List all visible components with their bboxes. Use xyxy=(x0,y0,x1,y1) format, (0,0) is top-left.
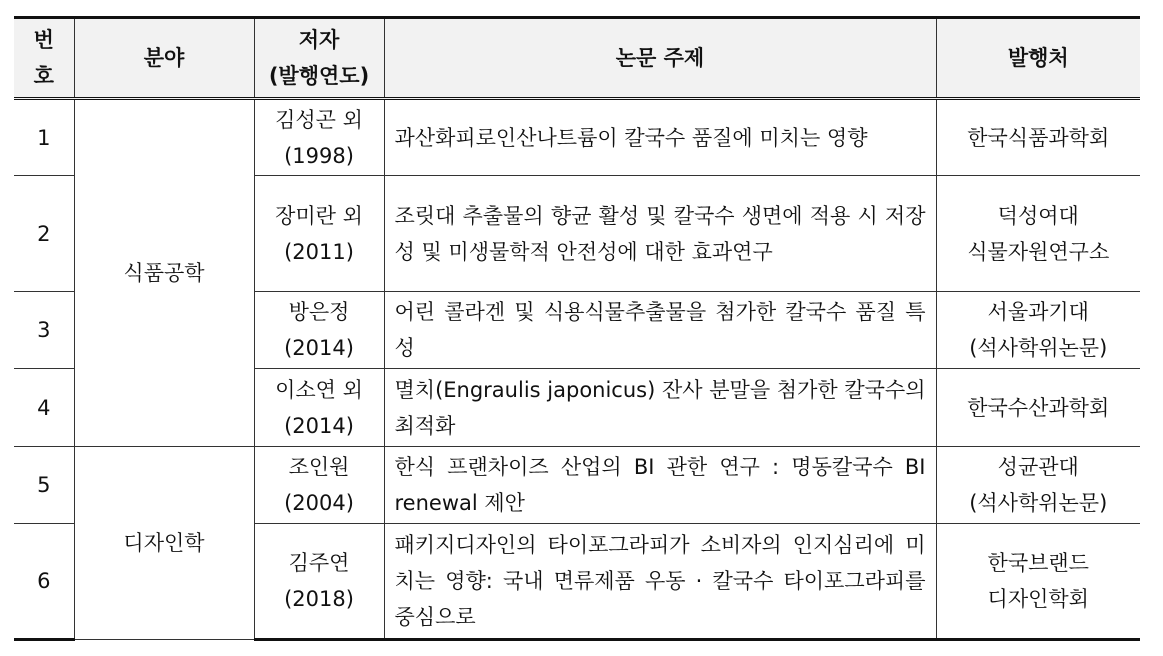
row-publisher: 한국수산과학회 xyxy=(936,369,1140,447)
header-topic: 논문 주제 xyxy=(384,18,936,99)
header-author: 저자 (발행연도) xyxy=(254,18,384,99)
row-author: 방은정 (2014) xyxy=(254,292,384,369)
row-publisher: 한국브랜드 디자인학회 xyxy=(936,524,1140,640)
row-topic: 멸치(Engraulis japonicus) 잔사 분말을 첨가한 칼국수의 최적화 xyxy=(384,369,936,447)
field-food-engineering: 식품공학 xyxy=(74,99,254,447)
row-publisher: 서울과기대 (석사학위논문) xyxy=(936,292,1140,369)
row-topic: 어린 콜라겐 및 식용식물추출물을 첨가한 칼국수 품질 특성 xyxy=(384,292,936,369)
row-author: 조인원 (2004) xyxy=(254,447,384,524)
row-topic: 패키지디자인의 타이포그라피가 소비자의 인지심리에 미치는 영향: 국내 면류제품 우동 · 칼국수 타이포그라피를 중심으로 xyxy=(384,524,936,640)
header-field: 분야 xyxy=(74,18,254,99)
header-publisher: 발행처 xyxy=(936,18,1140,99)
row-number: 1 xyxy=(14,99,74,176)
row-number: 6 xyxy=(14,524,74,640)
row-topic: 조릿대 추출물의 향균 활성 및 칼국수 생면에 적용 시 저장성 및 미생물학적 안전성에 대한 효과연구 xyxy=(384,176,936,292)
row-number: 4 xyxy=(14,369,74,447)
field-design: 디자인학 xyxy=(74,447,254,640)
row-number: 2 xyxy=(14,176,74,292)
header-number: 번 호 xyxy=(14,18,74,99)
row-topic: 과산화피로인산나트륨이 칼국수 품질에 미치는 영향 xyxy=(384,99,936,176)
table-body xyxy=(14,99,1140,640)
row-number: 5 xyxy=(14,447,74,524)
row-number: 3 xyxy=(14,292,74,369)
row-author: 김성곤 외 (1998) xyxy=(254,99,384,176)
research-table xyxy=(14,16,1140,641)
row-author: 김주연 (2018) xyxy=(254,524,384,640)
row-publisher: 성균관대 (석사학위논문) xyxy=(936,447,1140,524)
row-author: 이소연 외 (2014) xyxy=(254,369,384,447)
table-header xyxy=(14,18,1140,99)
table-row xyxy=(14,99,1140,176)
row-author: 장미란 외 (2011) xyxy=(254,176,384,292)
table-row xyxy=(14,447,1140,524)
row-topic: 한식 프랜차이즈 산업의 BI 관한 연구 : 명동칼국수 BI renewal 제안 xyxy=(384,447,936,524)
row-publisher: 덕성여대 식물자원연구소 xyxy=(936,176,1140,292)
row-publisher: 한국식품과학회 xyxy=(936,99,1140,176)
header-row xyxy=(14,18,1140,99)
